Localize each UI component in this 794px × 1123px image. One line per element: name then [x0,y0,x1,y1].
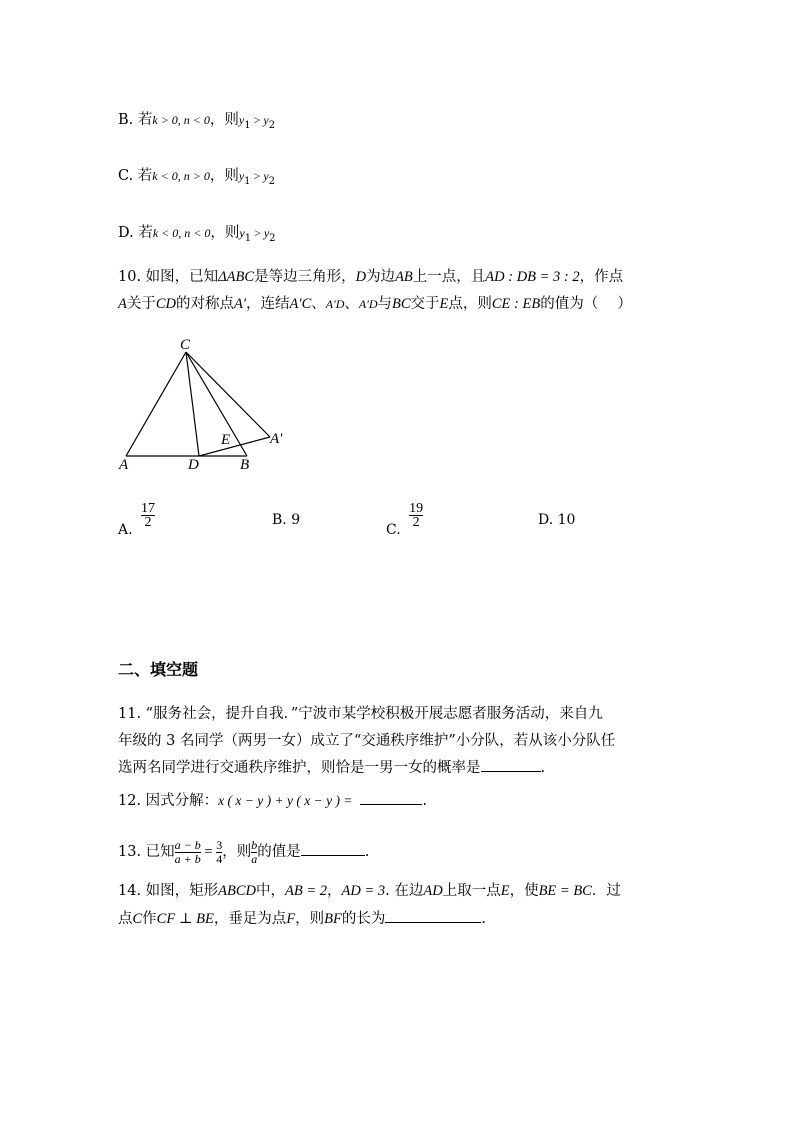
label-c: C [180,337,191,353]
q14-line2: 点C作CF ⊥ BE，垂足为点F，则BF的长为 . [118,908,486,929]
label-e: E [221,432,231,448]
q10-option-c: C. $\frac{19}{2}$ [386,501,424,538]
q10-option-b: B. 9 [272,512,301,528]
label-a: A [119,457,129,471]
q12: 12. 因式分解：x ( x − y ) + y ( x − y ) = . [118,790,427,811]
q10-triangle-figure [115,336,315,471]
q14-answer-blank[interactable] [385,908,481,923]
q12-answer-blank[interactable] [360,790,422,805]
q11-answer-blank[interactable] [481,757,541,772]
segment-ac [126,352,186,456]
label-a-prime: A′ [270,431,283,447]
q14-line1: 14. 如图，矩形ABCD中，AB = 2，AD = 3. 在边AD上取一点E，使BE = BC．过 [118,883,621,899]
q9-option-b: B. 若k > 0, n < 0，则$y_1 > y_2$ [118,112,276,131]
q13-answer-blank[interactable] [301,841,365,856]
q9-option-c: C. 若k < 0, n > 0，则$y_1 > y_2$ [118,168,276,187]
q10-option-a: A. $\frac{17}{2}$ [118,501,156,538]
q13: 13. 已知 $\frac{a - b}{a + b}$ = $\frac{3}{4}$ ，则 $\frac{b}{a}$ 的值是 . [118,837,370,866]
q11-line3: 选两名同学进行交通秩序维护，则恰是一男一女的概率是 . [118,757,545,778]
q10-stem-line2: A关于CD的对称点A′，连结A′C、A′D、A′D与BC交于E点，则CE : EB的值为（ ） [118,296,632,312]
q10-stem-line1: 10. 如图，已知ΔABC是等边三角形，D为边AB上一点，且AD : DB = 3 : 2，作点 [118,269,624,285]
label-d: D [188,457,199,471]
segment-cd [186,352,199,456]
q11-line2: 年级的 3 名同学（两男一女）成立了“交通秩序维护”小分队，若从该小分队任 [118,733,616,749]
q11-line1: 11. “服务社会，提升自我．”宁波市某学校积极开展志愿者服务活动，来自九 [118,706,603,722]
segment-da-prime [199,437,270,456]
q10-option-d: D. 10 [538,512,576,528]
section-title: 二、填空题 [118,660,199,679]
label-b: B [240,457,250,471]
q9-option-d: D. 若k < 0, n < 0，则$y_1 > y_2$ [118,225,276,244]
